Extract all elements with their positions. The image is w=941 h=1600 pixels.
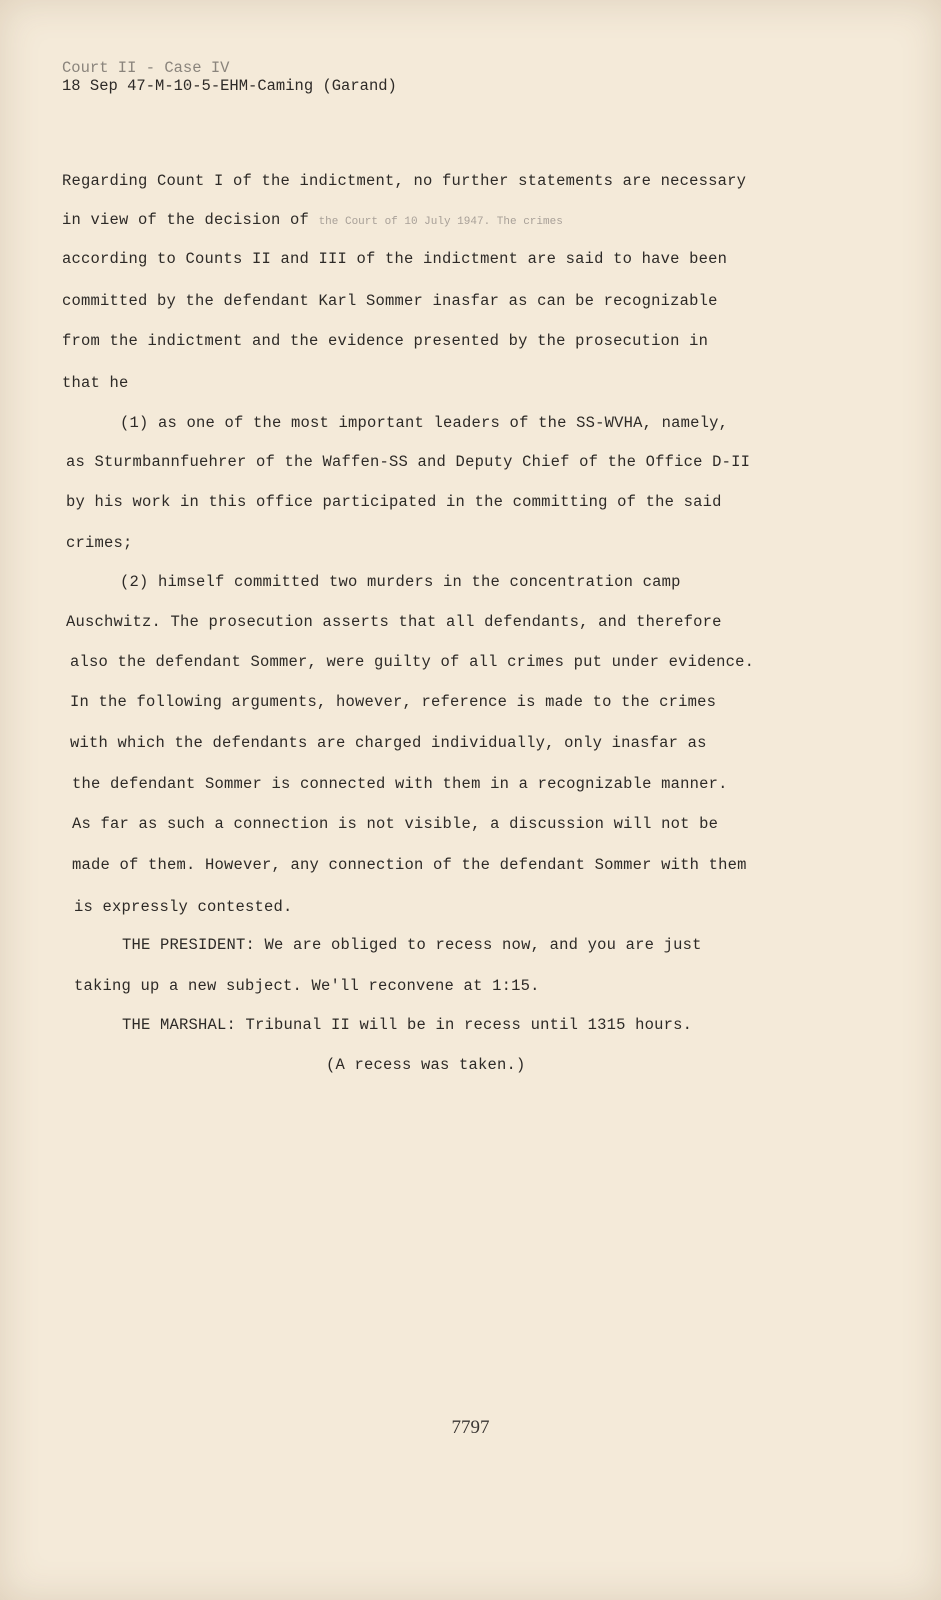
body-line: In the following arguments, however, reference is made to the crimes bbox=[70, 693, 717, 711]
body-line: also the defendant Sommer, were guilty of all crimes put under evidence. bbox=[70, 653, 755, 671]
body-line bbox=[62, 211, 563, 229]
body-line: the defendant Sommer is connected with them in a recognizable manner. bbox=[72, 775, 728, 793]
president-remark-continued: taking up a new subject. We'll reconvene at 1:15. bbox=[74, 977, 540, 995]
body-line: as Sturmbannfuehrer of the Waffen-SS and Deputy Chief of the Office D-II bbox=[66, 453, 751, 471]
body-line: with which the defendants are charged individually, only inasfar as bbox=[70, 734, 707, 752]
recess-note: (A recess was taken.) bbox=[326, 1056, 526, 1074]
body-line: committed by the defendant Karl Sommer inasfar as can be recognizable bbox=[62, 292, 718, 310]
body-line: made of them. However, any connection of the defendant Sommer with them bbox=[72, 856, 747, 874]
body-line: is expressly contested. bbox=[74, 898, 293, 916]
body-line: As far as such a connection is not visible, a discussion will not be bbox=[72, 815, 719, 833]
faint-continuation: the Court of 10 July 1947. The crimes bbox=[318, 216, 563, 228]
body-line: Regarding Count I of the indictment, no further statements are necessary bbox=[62, 172, 747, 190]
body-line: according to Counts II and III of the indictment are said to have been bbox=[62, 250, 728, 268]
body-line: that he bbox=[62, 374, 129, 392]
body-line: Auschwitz. The prosecution asserts that all defendants, and therefore bbox=[66, 613, 722, 631]
body-line: crimes; bbox=[66, 534, 133, 552]
body-line: (2) himself committed two murders in the concentration camp bbox=[120, 573, 681, 591]
session-header: 18 Sep 47-M-10-5-EHM-Caming (Garand) bbox=[62, 77, 397, 95]
president-remark: THE PRESIDENT: We are obliged to recess now, and you are just bbox=[122, 936, 702, 954]
body-line: (1) as one of the most important leaders of the SS-WVHA, namely, bbox=[120, 414, 729, 432]
body-line: by his work in this office participated in the committing of the said bbox=[66, 493, 722, 511]
page-number: 7797 bbox=[451, 1417, 490, 1438]
marshal-remark: THE MARSHAL: Tribunal II will be in recess until 1315 hours. bbox=[122, 1016, 693, 1034]
body-line-text: in view of the decision of bbox=[62, 211, 310, 229]
body-line: from the indictment and the evidence presented by the prosecution in bbox=[62, 332, 709, 350]
case-header: Court II - Case IV bbox=[62, 59, 230, 77]
